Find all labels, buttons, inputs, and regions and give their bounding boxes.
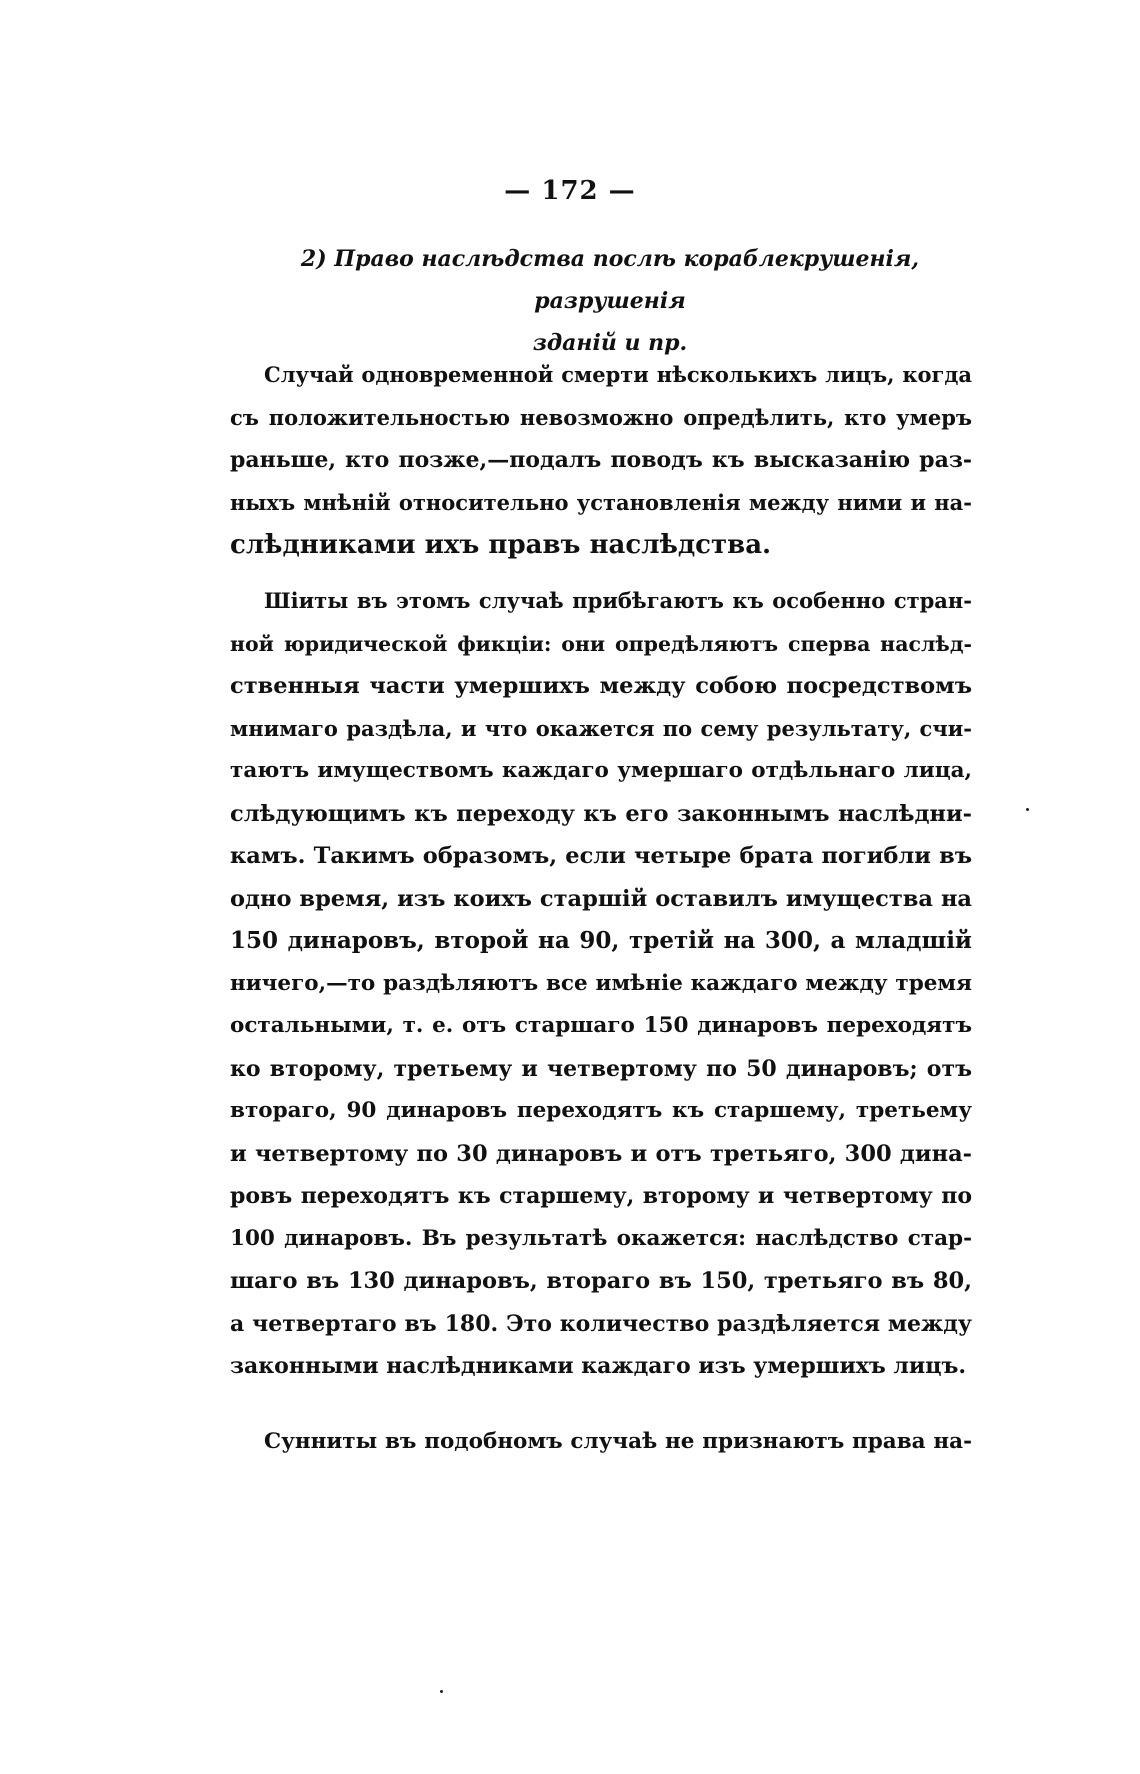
section-heading	[250, 238, 970, 364]
text-line: слѣдующимъ къ переходу къ его законнымъ наслѣдни-	[230, 800, 972, 827]
text-line: остальными, т. е. отъ старшаго 150 динаровъ переходятъ	[230, 1013, 972, 1038]
text-line: Сунниты въ подобномъ случаѣ не признаютъ права на-	[264, 1429, 972, 1454]
text-line: одно время, изъ коихъ старшій оставилъ имущества на	[230, 885, 972, 912]
text-line: законными наслѣдниками каждаго изъ умершихъ лицъ.	[230, 1353, 967, 1379]
text-line: ныхъ мнѣній относительно установленія между ними и на-	[230, 489, 972, 515]
section-heading-line: зданій и пр.	[532, 330, 688, 356]
text-line: слѣдниками ихъ правъ наслѣдства.	[230, 530, 772, 560]
text-line: ной юридической фикціи: они опредѣляютъ сперва наслѣд-	[230, 631, 972, 656]
paragraph-2	[230, 580, 972, 1388]
text-line: а четвертаго въ 180. Это количество раздѣляется между	[230, 1310, 972, 1337]
text-line: мнимаго раздѣла, и что окажется по сему результату, счи-	[230, 715, 972, 741]
paragraph-3	[230, 1421, 972, 1464]
text-line: камъ. Такимъ образомъ, если четыре брата погибли въ	[230, 843, 972, 869]
text-line: Случай одновременной смерти нѣсколькихъ лицъ, когда	[264, 362, 972, 387]
text-line: ственныя части умершихъ между собою посредствомъ	[230, 673, 972, 699]
text-line: втораго, 90 динаровъ переходятъ къ старшему, третьему	[230, 1098, 972, 1123]
text-line: раньше, кто позже,—подалъ поводъ къ высказанію раз-	[230, 447, 972, 473]
paragraph-1	[230, 354, 972, 567]
text-line: шаго въ 130 динаровъ, втораго въ 150, третьяго въ 80,	[230, 1268, 972, 1294]
paper-speck	[440, 1690, 443, 1693]
paper-speck	[1026, 808, 1029, 811]
text-line: таютъ имуществомъ каждаго умершаго отдѣльнаго лица,	[230, 758, 972, 783]
text-line: ко второму, третьему и четвертому по 50 динаровъ; отъ	[230, 1055, 972, 1082]
page-number: — 172 —	[504, 176, 636, 206]
text-line: ровъ переходятъ къ старшему, второму и четвертому по	[230, 1183, 972, 1209]
text-line: и четвертому по 30 динаровъ и отъ третьяго, 300 дина-	[230, 1140, 972, 1167]
text-line: Шіиты въ этомъ случаѣ прибѣгаютъ къ особенно стран-	[264, 588, 972, 613]
section-heading-line: 2) Право наслѣдства послѣ кораблекрушенія, разрушенія	[300, 246, 920, 314]
text-line: съ положительностью невозможно опредѣлить, кто умеръ	[230, 404, 972, 430]
text-line: 150 динаровъ, второй на 90, третій на 300, а младшій	[230, 927, 972, 954]
text-line: 100 динаровъ. Въ результатѣ окажется: наслѣдство стар-	[230, 1225, 972, 1251]
text-line: ничего,—то раздѣляютъ все имѣніе каждаго между тремя	[230, 970, 972, 996]
